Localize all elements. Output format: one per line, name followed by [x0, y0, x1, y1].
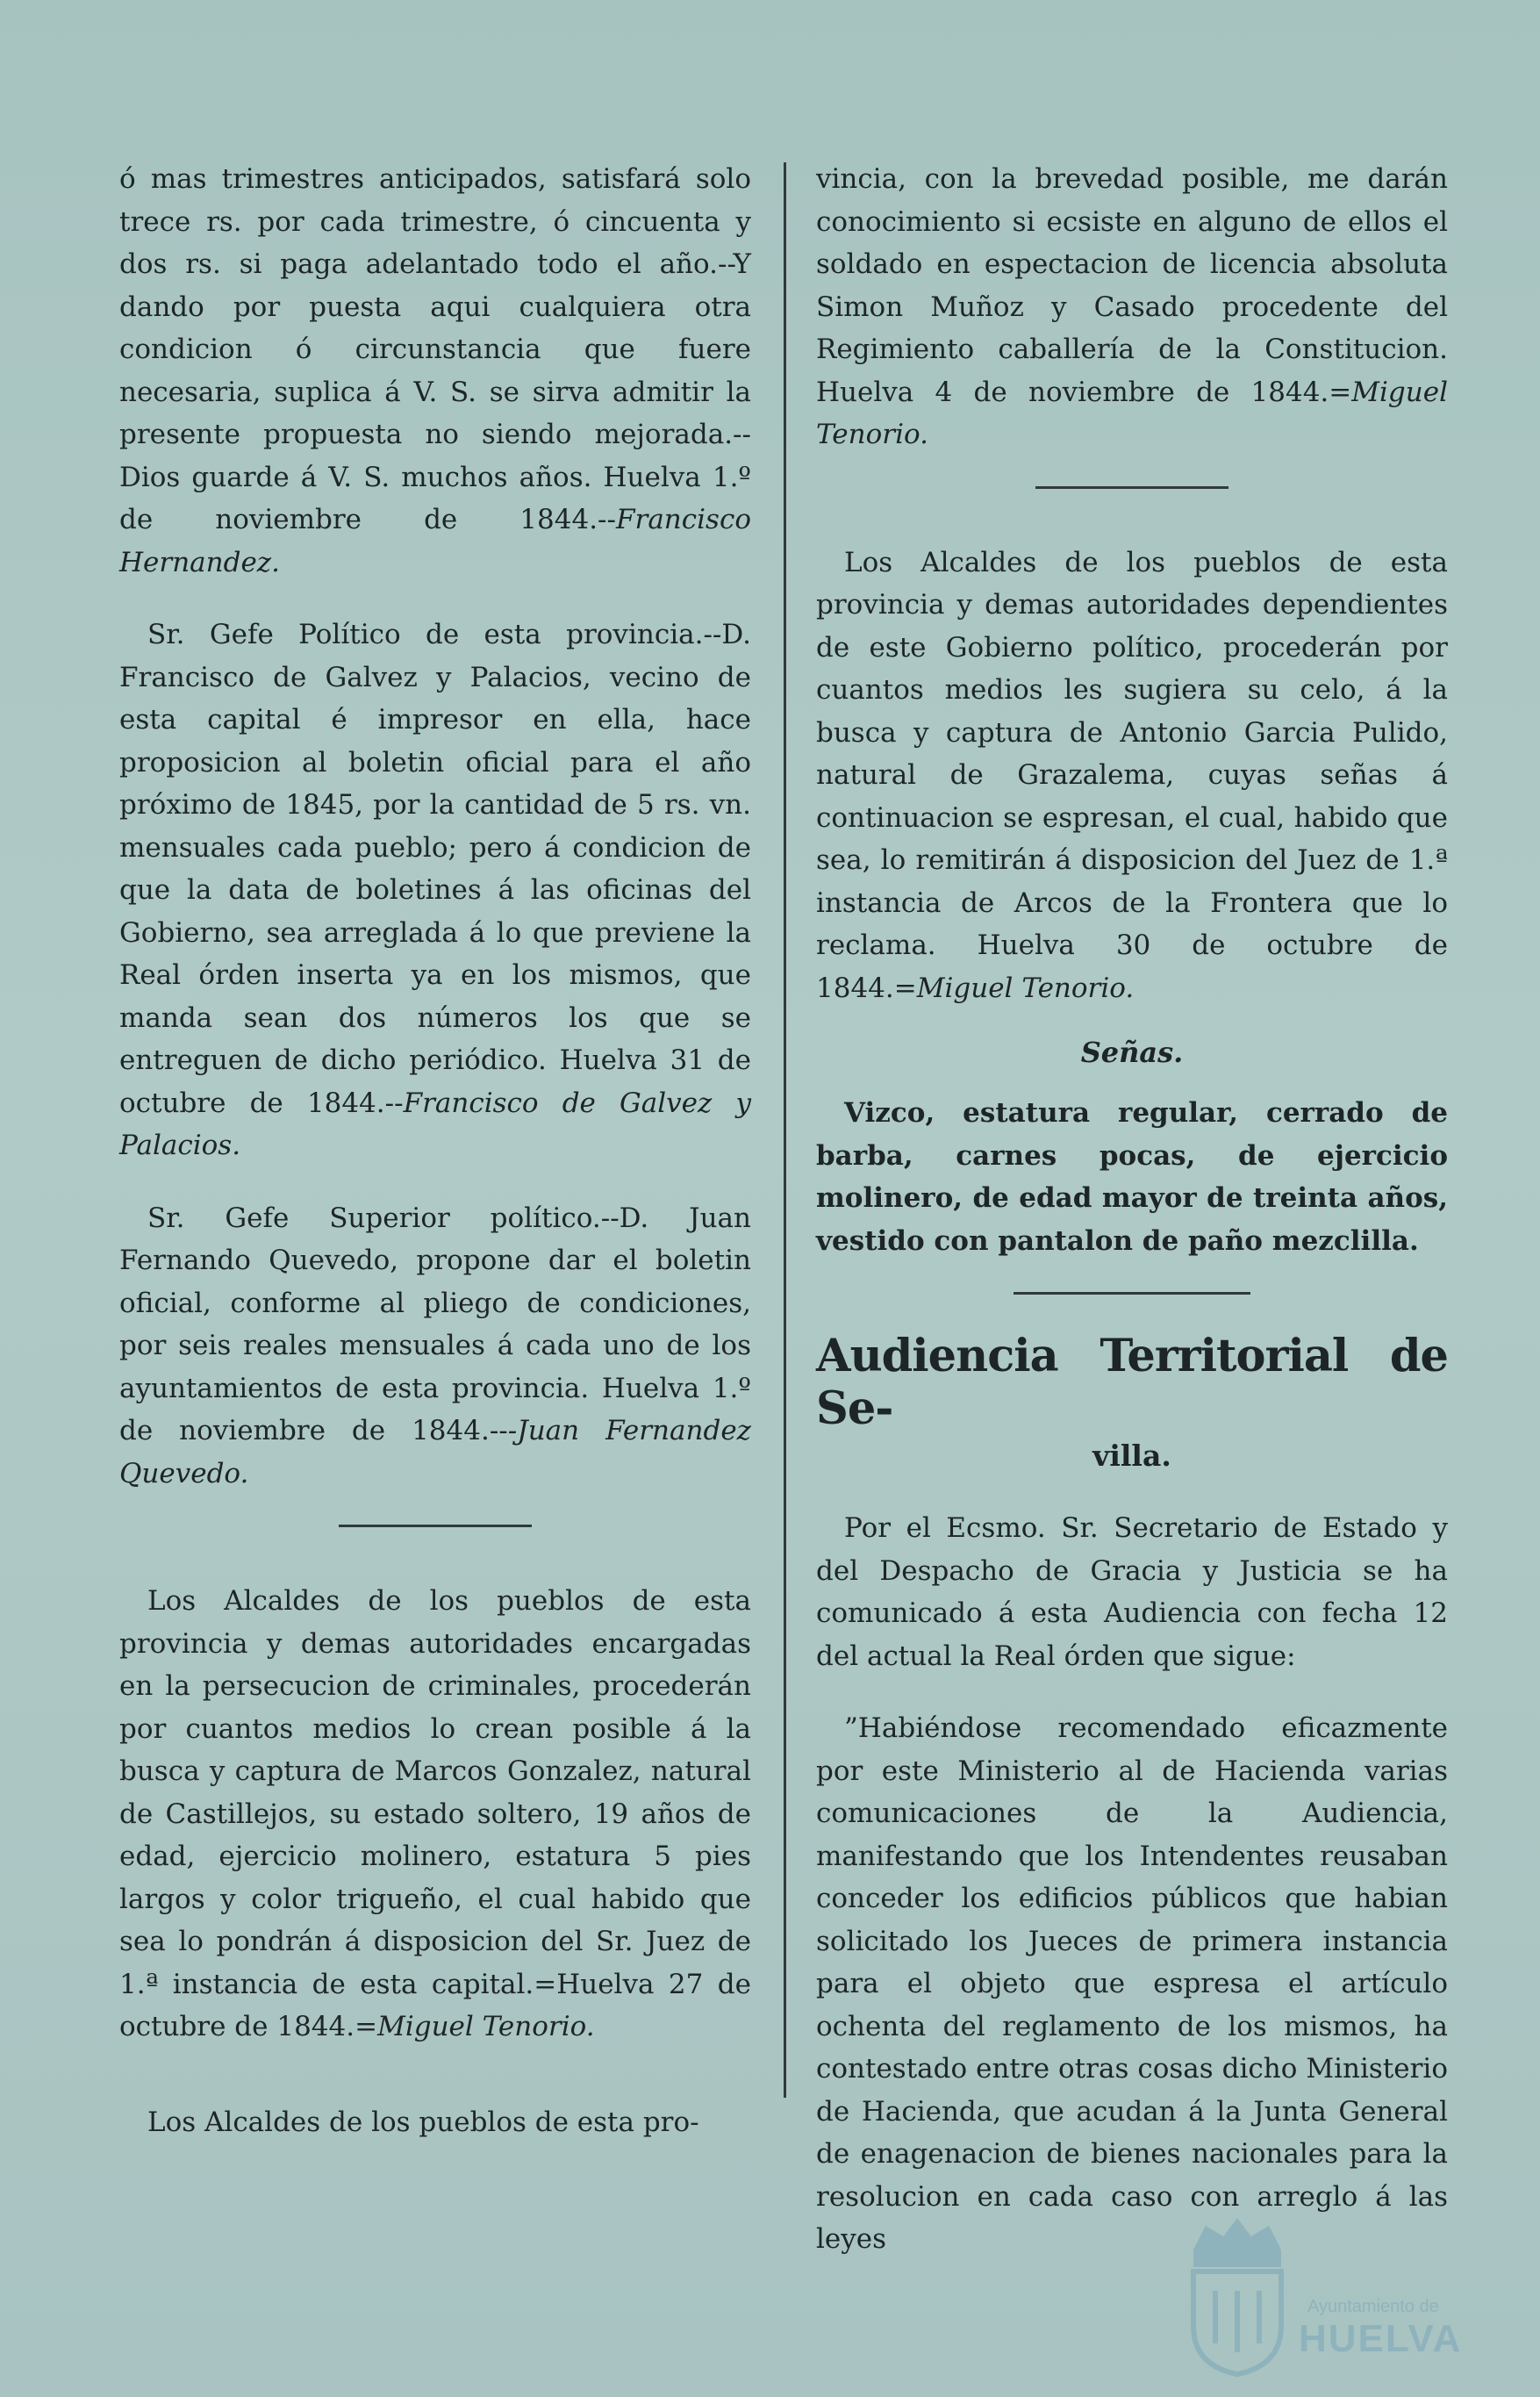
paragraph-real-orden-intro: Por el Ecsmo. Sr. Secretario de Estado y del Despacho de Gracia y Justicia se ha comunicado á esta Audiencia con fecha 12 del actual la Real órden que sigue: — [816, 1512, 1448, 1672]
section-title-continuation: villa. — [1092, 1439, 1171, 1473]
paragraph-senas: Vizco, estatura regular, cerrado de barba, carnes pocas, de ejercicio molinero, de edad mayor de treinta años, vestido con pantalon de paño mezclilla. — [816, 1097, 1448, 1257]
senas-heading: Señas. — [1080, 1036, 1184, 1069]
divider — [339, 1525, 532, 1527]
signature: Miguel Tenorio. — [816, 376, 1448, 450]
column-mark — [784, 2071, 786, 2098]
signature: Francisco Hernandez. — [119, 504, 751, 578]
left-column — [119, 158, 751, 2173]
section-title: Audiencia Territorial de Se- — [816, 1330, 1448, 1435]
paragraph-galvez-proposal: Sr. Gefe Político de esta provincia.--D. Francisco de Galvez y Palacios, vecino de esta capital é impresor en ella, hace proposicion al boletin oficial para el año próximo de 1845, por la cantidad de 5 rs. vn. mensuales cada pueblo; pero á condicion de que la data de boletines á las oficinas del Gobierno, sea arreglada á lo que previene la Real órden inserta ya en los mismos, que manda sean dos números los que se entreguen de dicho periódico. Huelva 31 de octubre de 1844.--Francisco de Galvez y Palacios. — [119, 619, 751, 1161]
signature: Miguel Tenorio. — [377, 2011, 595, 2042]
signature: Miguel Tenorio. — [916, 972, 1135, 1004]
column-divider — [784, 162, 786, 2098]
paragraph-printing-proposal-end: ó mas trimestres anticipados, satisfará solo trece rs. por cada trimestre, ó cincuenta y dos rs. si paga adelantado todo el año.--Y dando por puesta aqui cualquiera otra condicion ó circunstancia que fuere necesaria, suplica á V. S. se sirva admitir la presente propuesta no siendo mejorada.--Dios guarde á V. S. muchos años. Huelva 1.º de noviembre de 1844.--Francisco Hernandez. — [119, 163, 751, 578]
watermark-line1: Ayuntamiento de — [1307, 2297, 1439, 2316]
paragraph-real-orden-text: ”Habiéndose recomendado eficazmente por este Ministerio al de Hacienda varias comunicaciones de la Audiencia, manifestando que los Intendentes reusaban conceder los edificios públicos que habian solicitado los Jueces de primera instancia para el objeto que espresa el artículo ochenta del reglamento de los mismos, ha contestado entre otras cosas dicho Ministerio de Hacienda, que acudan á la Junta General de enagenacion de bienes nacionales para la resolucion en cada caso con arreglo á las leyes — [816, 1712, 1448, 2255]
paragraph-simon-munoz: vincia, con la brevedad posible, me darán conocimiento si ecsiste en alguno de ellos el soldado en espectacion de licencia absoluta Simon Muñoz y Casado procedente del Regimiento caballería de la Constitucion. Huelva 4 de noviembre de 1844.=Miguel Tenorio. — [816, 163, 1448, 450]
huelva-crest-icon — [1180, 2212, 1294, 2379]
paragraph-capture-antonio-garcia: Los Alcaldes de los pueblos de esta provincia y demas autoridades dependientes de este Gobierno político, procederán por cuantos medios les sugiera su celo, á la busca y captura de Antonio Garcia Pulido, natural de Grazalema, cuyas señas á continuacion se espresan, el cual, habido que sea, lo remitirán á disposicion del Juez de 1.ª instancia de Arcos de la Frontera que lo reclama. Huelva 30 de octubre de 1844.=Miguel Tenorio. — [816, 546, 1448, 1004]
watermark-line2: HUELVA — [1299, 2317, 1463, 2360]
right-column — [816, 158, 1448, 2291]
paragraph-alcaldes-start: Los Alcaldes de los pueblos de esta pro- — [147, 2106, 699, 2138]
paragraph-quevedo-proposal: Sr. Gefe Superior político.--D. Juan Fernando Quevedo, propone dar el boletin oficial, conforme al pliego de condiciones, por seis reales mensuales á cada uno de los ayuntamientos de esta provincia. Huelva 1.º de noviembre de 1844.---Juan Fernandez Quevedo. — [119, 1202, 751, 1489]
signature: Francisco de Galvez y Palacios. — [119, 1087, 751, 1161]
divider — [1035, 486, 1228, 489]
divider — [1014, 1292, 1250, 1295]
signature: -Juan Fernandez Quevedo. — [119, 1415, 751, 1489]
paragraph-capture-marcos-gonzalez: Los Alcaldes de los pueblos de esta provincia y demas autoridades encargadas en la persecucion de criminales, procederán por cuantos medios lo crean posible á la busca y captura de Marcos Gonzalez, natural de Castillejos, su estado soltero, 19 años de edad, ejercicio molinero, estatura 5 pies largos y color trigueño, el cual habido que sea lo pondrán á disposicion del Sr. Juez de 1.ª instancia de esta capital.=Huelva 27 de octubre de 1844.=Miguel Tenorio. — [119, 1585, 751, 2042]
